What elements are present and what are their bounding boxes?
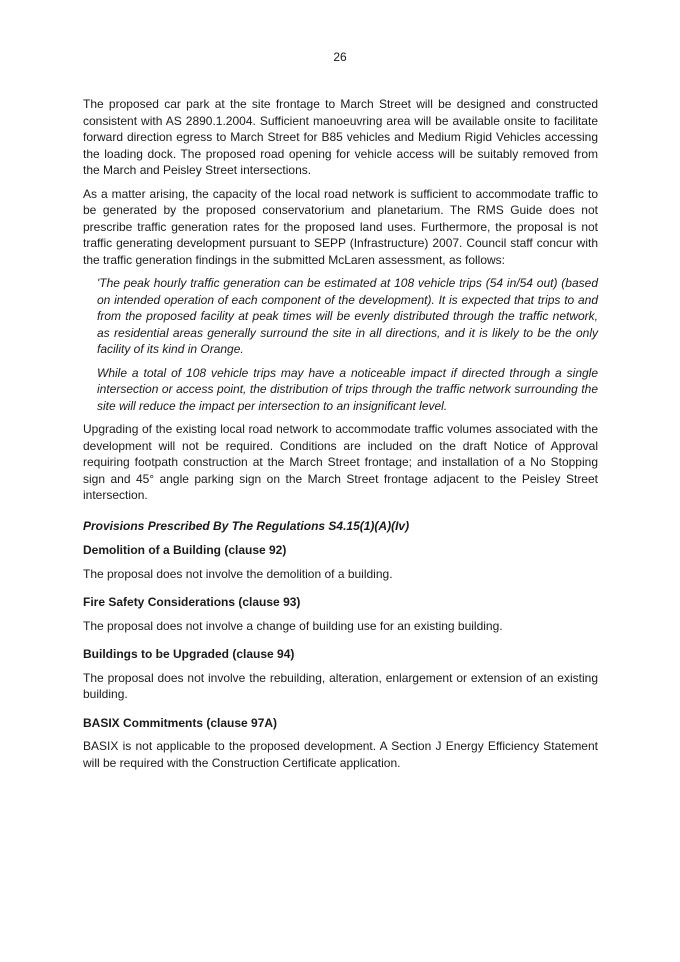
road-capacity-paragraph: As a matter arising, the capacity of the local road network is sufficient to accommodate traffic to be generated by the proposed conservatorium and planetarium. The RMS Guide does not prescribe traffic generation rates for the proposed land uses. Furthermore, the proposal is not traffic generating development pursuant to SEPP (Infrastructure) 2007. Council staff concur with the traffic generation findings in the submitted McLaren assessment, as follows:: [83, 186, 598, 267]
fire-safety-text: The proposal does not involve a change of building use for an existing building.: [83, 618, 503, 633]
buildings-upgraded-heading: Buildings to be Upgraded (clause 94): [83, 647, 295, 661]
fire-safety-heading: Fire Safety Considerations (clause 93): [83, 595, 301, 609]
road-upgrade-paragraph: Upgrading of the existing local road network to accommodate traffic volumes associated with the development will not be required. Conditions are included on the draft Notice of Approval requiring footpath construction at the March Street frontage; and installation of a No Stopping sign and 45° angle parking sign on the March Street frontage adjacent to the Peisley Street intersection.: [83, 422, 598, 502]
demolition-heading: Demolition of a Building (clause 92): [83, 543, 287, 557]
quote-paragraph-peak-generation: 'The peak hourly traffic generation can be estimated at 108 vehicle trips (54 in/54 out) (based on intended operation of each component of the development). It is expected that trips to and from the proposed facility at peak times will be evenly distributed through the traffic network, as residential areas generally surround the site in all directions, and it is likely to be the only facility of its kind in Orange.: [97, 276, 598, 356]
basix-text: BASIX is not applicable to the proposed development. A Section J Energy Efficiency Statement will be required with the Construction Certificate application.: [83, 739, 598, 770]
quote-paragraph-distribution: While a total of 108 vehicle trips may have a noticeable impact if directed through a single intersection or access point, the distribution of trips through the traffic network surrounding the site will reduce the impact per intersection to an insignificant level.: [97, 365, 598, 413]
demolition-text: The proposal does not involve the demolition of a building.: [83, 566, 393, 581]
basix-heading: BASIX Commitments (clause 97A): [83, 715, 278, 730]
page-number: 26: [333, 50, 347, 64]
page-content: [83, 96, 598, 778]
traffic-assessment-quote: [97, 275, 598, 414]
buildings-upgraded-text: The proposal does not involve the rebuilding, alteration, enlargement or extension of an existing building.: [83, 670, 598, 701]
regulations-section-heading: Provisions Prescribed By The Regulations S4.15(1)(A)(Iv): [83, 518, 410, 533]
car-park-paragraph: The proposed car park at the site frontage to March Street will be designed and constructed consistent with AS 2890.1.2004. Sufficient manoeuvring area will be available onsite to facilitate forward direction egress to March Street for B85 vehicles and Medium Rigid Vehicles accessing the loading dock. The proposed road opening for vehicle access will be suitably removed from the March and Peisley Street intersections.: [83, 97, 598, 177]
